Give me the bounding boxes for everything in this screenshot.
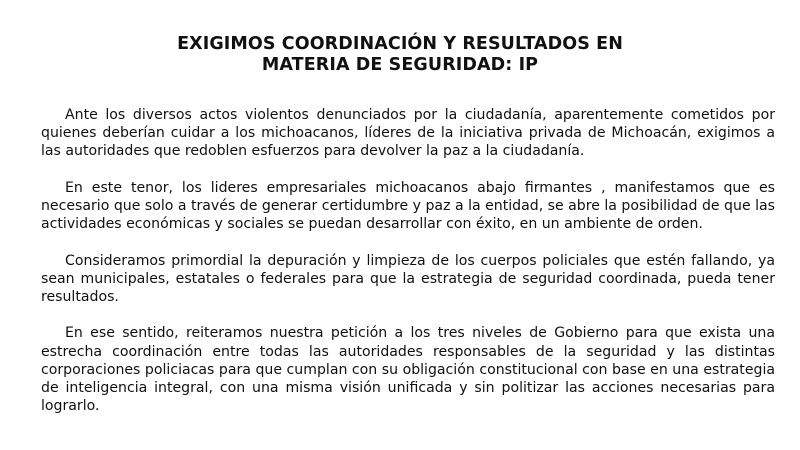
document-body	[41, 106, 775, 415]
title-line-1: EXIGIMOS COORDINACIÓN Y RESULTADOS EN	[177, 34, 623, 54]
title-line-2: MATERIA DE SEGURIDAD: IP	[261, 55, 539, 75]
paragraph-3: Consideramos primordial la depuración y limpieza de los cuerpos policiales que estén fallando, ya sean municipales, estatales o federales para que la estrategia de seguridad coordinada, pueda tener resultados.	[41, 252, 775, 305]
paragraph-2: En este tenor, los lideres empresariales michoacanos abajo firmantes , manifestamos que es necesario que solo a través de generar certidumbre y paz a la entidad, se abre la posibilidad de que las actividades económicas y sociales se puedan desarrollar con éxito, en un ambiente de orden.	[41, 179, 775, 233]
paragraph-4: En ese sentido, reiteramos nuestra petición a los tres niveles de Gobierno para que exista una estrecha coordinación entre todas las autoridades responsables de la seguridad y las distintas corporaciones policiacas para que cumplan con su obligación constitucional con base en una estrategia de inteligencia integral, con una misma visión unificada y sin politizar las acciones necesarias para lograrlo.	[41, 325, 775, 415]
document-title	[0, 34, 800, 76]
paragraph-1: Ante los diversos actos violentos denunciados por la ciudadanía, aparentemente cometidos por quienes deberían cuidar a los michoacanos, líderes de la iniciativa privada de Michoacán, exigimos a las autoridades que redoblen esfuerzos para devolver la paz a la ciudadanía.	[41, 107, 775, 160]
